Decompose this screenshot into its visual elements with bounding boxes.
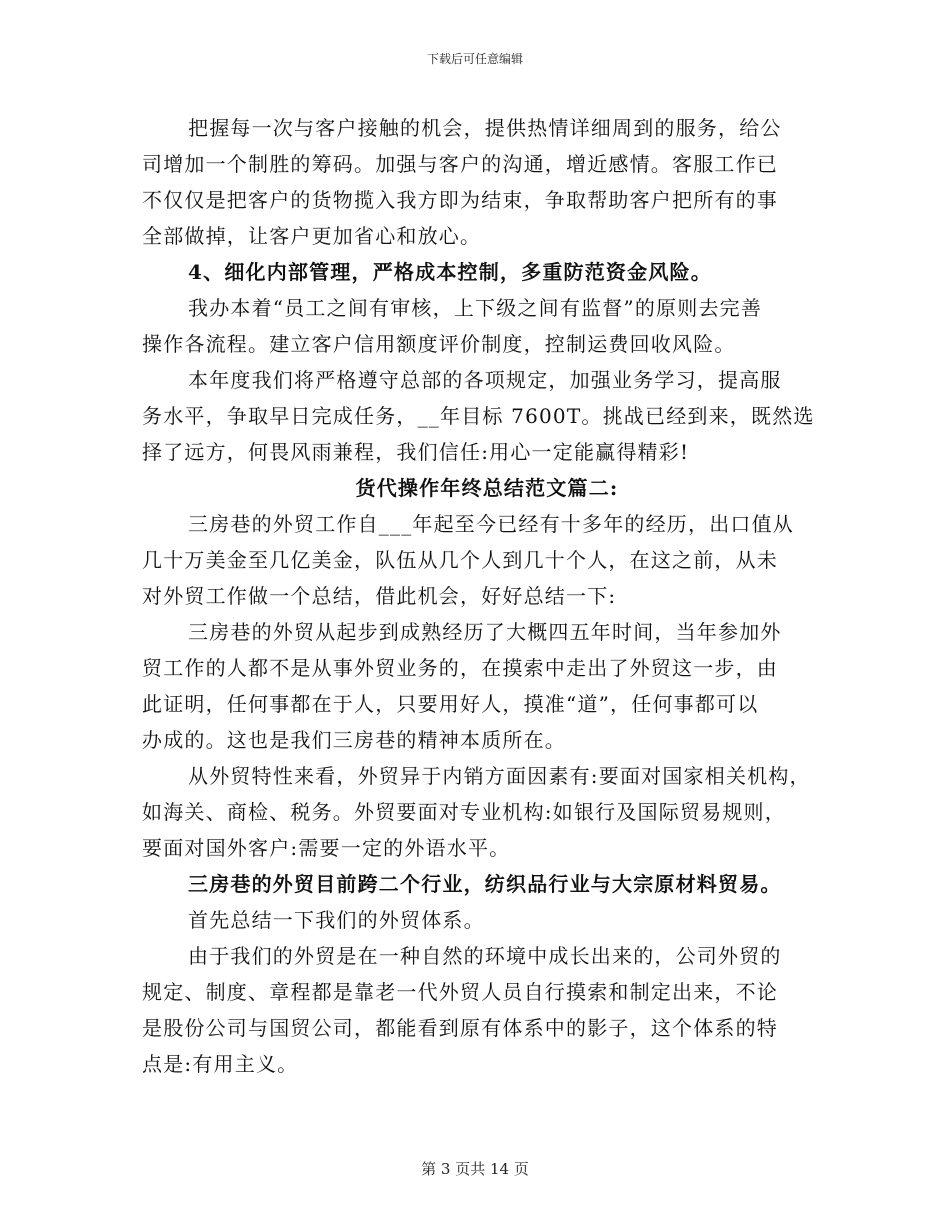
paragraph-line: 全部做掉，让客户更加省心和放心。 xyxy=(142,224,482,248)
page-header: 下载后可任意编辑 xyxy=(426,52,523,66)
paragraph-line: 贸工作的人都不是从事外贸业务的，在摸索中走出了外贸这一步，由 xyxy=(142,656,778,680)
paragraph-line: 不仅仅是把客户的货物揽入我方即为结束，争取帮助客户把所有的事 xyxy=(142,188,778,212)
paragraph-line: 司增加一个制胜的筹码。加强与客户的沟通，增近感情。客服工作已 xyxy=(142,152,778,176)
bold-paragraph-line: 4、细化内部管理，严格成本控制，多重防范资金风险。 xyxy=(188,260,712,284)
paragraph-line: 首先总结一下我们的外贸体系。 xyxy=(188,908,485,932)
paragraph-line: 是股份公司与国贸公司，都能看到原有体系中的影子，这个体系的特 xyxy=(142,1016,778,1040)
paragraph-line: 我办本着“员工之间有审核，上下级之间有监督”的原则去完善 xyxy=(188,296,763,320)
paragraph-line: 此证明，任何事都在于人，只要用好人，摸准“道”，任何事都可以 xyxy=(142,692,759,716)
paragraph-line: 要面对国外客户:需要一定的外语水平。 xyxy=(142,836,511,860)
paragraph-line: 从外贸特性来看，外贸异于内销方面因素有:要面对国家相关机构， xyxy=(188,764,811,788)
paragraph-line: 择了远方，何畏风雨兼程，我们信任:用心一定能赢得精彩! xyxy=(142,440,690,464)
paragraph-line: 点是:有用主义。 xyxy=(142,1052,299,1076)
paragraph-line: 规定、制度、章程都是靠老一代外贸人员自行摸索和制定出来，不论 xyxy=(142,980,778,1004)
paragraph-line: 如海关、商检、税务。外贸要面对专业机构:如银行及国际贸易规则， xyxy=(142,800,786,824)
page-footer: 第 3 页共 14 页 xyxy=(421,1160,529,1178)
paragraph-line: 由于我们的外贸是在一种自然的环境中成长出来的，公司外贸的 xyxy=(188,944,782,968)
paragraph-line: 操作各流程。建立客户信用额度评价制度，控制运费回收风险。 xyxy=(142,332,736,356)
document-body xyxy=(142,110,832,1082)
paragraph-line: 三房巷的外贸从起步到成熟经历了大概四五年时间，当年参加外 xyxy=(188,620,782,644)
paragraph-line: 对外贸工作做一个总结，借此机会，好好总结一下: xyxy=(142,584,617,608)
bold-paragraph-line: 三房巷的外贸目前跨二个行业，纺织品行业与大宗原材料贸易。 xyxy=(188,872,782,896)
paragraph-line: 把握每一次与客户接触的机会，提供热情详细周到的服务，给公 xyxy=(188,116,782,140)
paragraph-line: 务水平，争取早日完成任务，__年目标 7600T。挑战已经到来，既然选 xyxy=(142,404,815,428)
paragraph-line: 办成的。这也是我们三房巷的精神本质所在。 xyxy=(142,728,566,752)
paragraph-line: 三房巷的外贸工作自___年起至今已经有十多年的经历，出口值从 xyxy=(188,512,794,536)
paragraph-line: 几十万美金至几亿美金，队伍从几个人到几十个人，在这之前，从未 xyxy=(142,548,778,572)
paragraph-line: 本年度我们将严格遵守总部的各项规定，加强业务学习，提高服 xyxy=(188,368,782,392)
section-heading: 货代操作年终总结范文篇二: xyxy=(355,476,619,500)
